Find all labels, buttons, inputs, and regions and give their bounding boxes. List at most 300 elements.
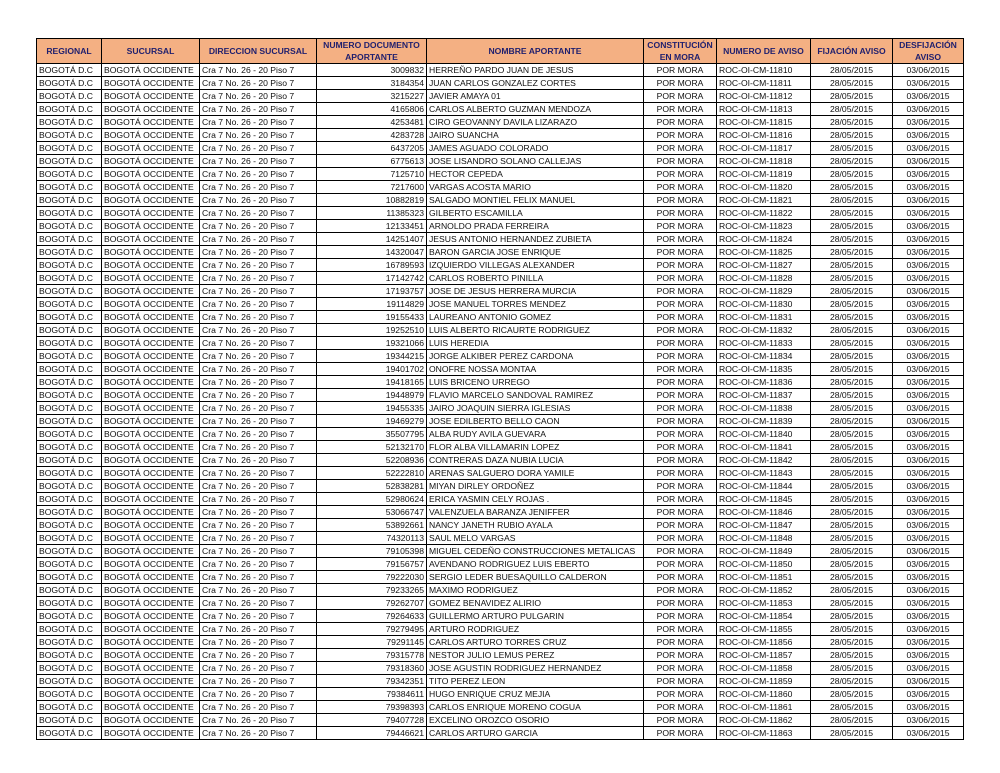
column-header-direccion-sucursal: DIRECCION SUCURSAL <box>200 39 317 64</box>
cell-desfijacion-aviso: 03/06/2015 <box>893 389 964 402</box>
cell-numero-documento: 79315778 <box>317 649 427 662</box>
cell-numero-documento: 14251407 <box>317 233 427 246</box>
cell-numero-documento: 52132170 <box>317 441 427 454</box>
cell-numero-documento: 19401702 <box>317 363 427 376</box>
cell-regional: BOGOTÁ D.C <box>37 545 102 558</box>
cell-numero-documento: 79222030 <box>317 571 427 584</box>
cell-fijacion-aviso: 28/05/2015 <box>811 259 893 272</box>
column-header-fijacion-aviso: FIJACIÓN AVISO <box>811 39 893 64</box>
cell-sucursal: BOGOTÁ OCCIDENTE <box>102 584 200 597</box>
cell-constitucion-mora: POR MORA <box>644 324 717 337</box>
cell-regional: BOGOTÁ D.C <box>37 207 102 220</box>
cell-direccion-sucursal: Cra 7 No. 26 - 20 Piso 7 <box>200 233 317 246</box>
table-row <box>37 454 964 467</box>
cell-regional: BOGOTÁ D.C <box>37 324 102 337</box>
cell-fijacion-aviso: 28/05/2015 <box>811 571 893 584</box>
cell-regional: BOGOTÁ D.C <box>37 311 102 324</box>
cell-numero-documento: 52208936 <box>317 454 427 467</box>
cell-desfijacion-aviso: 03/06/2015 <box>893 701 964 714</box>
cell-fijacion-aviso: 28/05/2015 <box>811 350 893 363</box>
table-row <box>37 649 964 662</box>
cell-desfijacion-aviso: 03/06/2015 <box>893 363 964 376</box>
cell-numero-documento: 19455335 <box>317 402 427 415</box>
cell-direccion-sucursal: Cra 7 No. 26 - 20 Piso 7 <box>200 480 317 493</box>
cell-direccion-sucursal: Cra 7 No. 26 - 20 Piso 7 <box>200 298 317 311</box>
cell-regional: BOGOTÁ D.C <box>37 675 102 688</box>
column-header-numero-documento: NUMERO DOCUMENTO APORTANTE <box>317 39 427 64</box>
cell-numero-documento: 4253481 <box>317 116 427 129</box>
cell-regional: BOGOTÁ D.C <box>37 259 102 272</box>
cell-direccion-sucursal: Cra 7 No. 26 - 20 Piso 7 <box>200 168 317 181</box>
cell-direccion-sucursal: Cra 7 No. 26 - 20 Piso 7 <box>200 597 317 610</box>
cell-numero-aviso: ROC-OI-CM-11849 <box>717 545 811 558</box>
cell-nombre-aportante: IZQUIERDO VILLEGAS ALEXANDER <box>427 259 644 272</box>
cell-constitucion-mora: POR MORA <box>644 168 717 181</box>
cell-numero-aviso: ROC-OI-CM-11850 <box>717 558 811 571</box>
cell-desfijacion-aviso: 03/06/2015 <box>893 64 964 77</box>
cell-sucursal: BOGOTÁ OCCIDENTE <box>102 142 200 155</box>
cell-regional: BOGOTÁ D.C <box>37 90 102 103</box>
table-row <box>37 285 964 298</box>
table-row <box>37 155 964 168</box>
cell-desfijacion-aviso: 03/06/2015 <box>893 246 964 259</box>
cell-numero-aviso: ROC-OI-CM-11838 <box>717 402 811 415</box>
cell-sucursal: BOGOTÁ OCCIDENTE <box>102 298 200 311</box>
cell-regional: BOGOTÁ D.C <box>37 415 102 428</box>
cell-regional: BOGOTÁ D.C <box>37 649 102 662</box>
cell-direccion-sucursal: Cra 7 No. 26 - 20 Piso 7 <box>200 584 317 597</box>
cell-direccion-sucursal: Cra 7 No. 26 - 20 Piso 7 <box>200 207 317 220</box>
cell-desfijacion-aviso: 03/06/2015 <box>893 233 964 246</box>
cell-nombre-aportante: LUIS BRICENO URREGO <box>427 376 644 389</box>
cell-nombre-aportante: BARON GARCIA JOSE ENRIQUE <box>427 246 644 259</box>
cell-numero-aviso: ROC-OI-CM-11857 <box>717 649 811 662</box>
cell-constitucion-mora: POR MORA <box>644 363 717 376</box>
cell-nombre-aportante: FLOR ALBA VILLAMARIN LOPEZ <box>427 441 644 454</box>
cell-regional: BOGOTÁ D.C <box>37 623 102 636</box>
cell-direccion-sucursal: Cra 7 No. 26 - 20 Piso 7 <box>200 376 317 389</box>
cell-regional: BOGOTÁ D.C <box>37 441 102 454</box>
table-row <box>37 363 964 376</box>
cell-nombre-aportante: CARLOS ALBERTO GUZMAN MENDOZA <box>427 103 644 116</box>
table-row <box>37 493 964 506</box>
cell-numero-aviso: ROC-OI-CM-11845 <box>717 493 811 506</box>
cell-direccion-sucursal: Cra 7 No. 26 - 20 Piso 7 <box>200 402 317 415</box>
table-row <box>37 675 964 688</box>
cell-numero-documento: 52222810 <box>317 467 427 480</box>
cell-sucursal: BOGOTÁ OCCIDENTE <box>102 116 200 129</box>
cell-desfijacion-aviso: 03/06/2015 <box>893 90 964 103</box>
cell-fijacion-aviso: 28/05/2015 <box>811 662 893 675</box>
table-row <box>37 220 964 233</box>
cell-fijacion-aviso: 28/05/2015 <box>811 285 893 298</box>
cell-numero-aviso: ROC-OI-CM-11824 <box>717 233 811 246</box>
cell-nombre-aportante: JORGE ALKIBER PEREZ CARDONA <box>427 350 644 363</box>
column-header-regional: REGIONAL <box>37 39 102 64</box>
cell-sucursal: BOGOTÁ OCCIDENTE <box>102 688 200 701</box>
cell-regional: BOGOTÁ D.C <box>37 116 102 129</box>
cell-desfijacion-aviso: 03/06/2015 <box>893 714 964 727</box>
cell-direccion-sucursal: Cra 7 No. 26 - 20 Piso 7 <box>200 454 317 467</box>
cell-direccion-sucursal: Cra 7 No. 26 - 20 Piso 7 <box>200 363 317 376</box>
cell-regional: BOGOTÁ D.C <box>37 337 102 350</box>
cell-desfijacion-aviso: 03/06/2015 <box>893 610 964 623</box>
cell-nombre-aportante: GUILLERMO ARTURO PULGARIN <box>427 610 644 623</box>
cell-numero-aviso: ROC-OI-CM-11847 <box>717 519 811 532</box>
cell-fijacion-aviso: 28/05/2015 <box>811 129 893 142</box>
cell-numero-documento: 79264633 <box>317 610 427 623</box>
cell-fijacion-aviso: 28/05/2015 <box>811 90 893 103</box>
cell-numero-documento: 3184354 <box>317 77 427 90</box>
cell-numero-aviso: ROC-OI-CM-11828 <box>717 272 811 285</box>
cell-numero-aviso: ROC-OI-CM-11841 <box>717 441 811 454</box>
cell-regional: BOGOTÁ D.C <box>37 298 102 311</box>
cell-sucursal: BOGOTÁ OCCIDENTE <box>102 532 200 545</box>
cell-direccion-sucursal: Cra 7 No. 26 - 20 Piso 7 <box>200 519 317 532</box>
cell-constitucion-mora: POR MORA <box>644 597 717 610</box>
cell-desfijacion-aviso: 03/06/2015 <box>893 259 964 272</box>
cell-sucursal: BOGOTÁ OCCIDENTE <box>102 649 200 662</box>
cell-direccion-sucursal: Cra 7 No. 26 - 20 Piso 7 <box>200 246 317 259</box>
table-row <box>37 701 964 714</box>
cell-regional: BOGOTÁ D.C <box>37 181 102 194</box>
cell-regional: BOGOTÁ D.C <box>37 64 102 77</box>
cell-desfijacion-aviso: 03/06/2015 <box>893 441 964 454</box>
cell-direccion-sucursal: Cra 7 No. 26 - 20 Piso 7 <box>200 714 317 727</box>
cell-numero-documento: 79156757 <box>317 558 427 571</box>
cell-sucursal: BOGOTÁ OCCIDENTE <box>102 506 200 519</box>
cell-fijacion-aviso: 28/05/2015 <box>811 688 893 701</box>
cell-fijacion-aviso: 28/05/2015 <box>811 506 893 519</box>
cell-fijacion-aviso: 28/05/2015 <box>811 454 893 467</box>
cell-sucursal: BOGOTÁ OCCIDENTE <box>102 493 200 506</box>
cell-numero-documento: 79262707 <box>317 597 427 610</box>
cell-fijacion-aviso: 28/05/2015 <box>811 272 893 285</box>
cell-numero-documento: 53066747 <box>317 506 427 519</box>
cell-fijacion-aviso: 28/05/2015 <box>811 389 893 402</box>
table-row <box>37 246 964 259</box>
cell-numero-aviso: ROC-OI-CM-11856 <box>717 636 811 649</box>
cell-numero-documento: 79291145 <box>317 636 427 649</box>
cell-numero-documento: 19321066 <box>317 337 427 350</box>
cell-fijacion-aviso: 28/05/2015 <box>811 727 893 740</box>
cell-regional: BOGOTÁ D.C <box>37 402 102 415</box>
table-row <box>37 181 964 194</box>
cell-desfijacion-aviso: 03/06/2015 <box>893 415 964 428</box>
cell-constitucion-mora: POR MORA <box>644 428 717 441</box>
table-row <box>37 337 964 350</box>
cell-constitucion-mora: POR MORA <box>644 155 717 168</box>
cell-constitucion-mora: POR MORA <box>644 545 717 558</box>
cell-desfijacion-aviso: 03/06/2015 <box>893 519 964 532</box>
cell-constitucion-mora: POR MORA <box>644 727 717 740</box>
table-row <box>37 77 964 90</box>
cell-direccion-sucursal: Cra 7 No. 26 - 20 Piso 7 <box>200 467 317 480</box>
cell-sucursal: BOGOTÁ OCCIDENTE <box>102 662 200 675</box>
cell-desfijacion-aviso: 03/06/2015 <box>893 129 964 142</box>
cell-regional: BOGOTÁ D.C <box>37 389 102 402</box>
cell-regional: BOGOTÁ D.C <box>37 597 102 610</box>
cell-sucursal: BOGOTÁ OCCIDENTE <box>102 64 200 77</box>
cell-constitucion-mora: POR MORA <box>644 493 717 506</box>
cell-direccion-sucursal: Cra 7 No. 26 - 20 Piso 7 <box>200 272 317 285</box>
cell-fijacion-aviso: 28/05/2015 <box>811 415 893 428</box>
table-row <box>37 207 964 220</box>
cell-fijacion-aviso: 28/05/2015 <box>811 142 893 155</box>
cell-nombre-aportante: JAIRO SUANCHA <box>427 129 644 142</box>
cell-direccion-sucursal: Cra 7 No. 26 - 20 Piso 7 <box>200 181 317 194</box>
cell-numero-documento: 14320047 <box>317 246 427 259</box>
cell-direccion-sucursal: Cra 7 No. 26 - 20 Piso 7 <box>200 129 317 142</box>
cell-direccion-sucursal: Cra 7 No. 26 - 20 Piso 7 <box>200 220 317 233</box>
cell-sucursal: BOGOTÁ OCCIDENTE <box>102 597 200 610</box>
cell-sucursal: BOGOTÁ OCCIDENTE <box>102 285 200 298</box>
cell-regional: BOGOTÁ D.C <box>37 142 102 155</box>
cell-numero-aviso: ROC-OI-CM-11820 <box>717 181 811 194</box>
cell-nombre-aportante: JOSE EDILBERTO BELLO CAON <box>427 415 644 428</box>
cell-numero-documento: 16789593 <box>317 259 427 272</box>
cell-numero-aviso: ROC-OI-CM-11812 <box>717 90 811 103</box>
cell-sucursal: BOGOTÁ OCCIDENTE <box>102 246 200 259</box>
cell-regional: BOGOTÁ D.C <box>37 688 102 701</box>
cell-numero-documento: 79318360 <box>317 662 427 675</box>
table-row <box>37 103 964 116</box>
cell-numero-documento: 12133451 <box>317 220 427 233</box>
table-row <box>37 233 964 246</box>
cell-regional: BOGOTÁ D.C <box>37 701 102 714</box>
cell-desfijacion-aviso: 03/06/2015 <box>893 324 964 337</box>
cell-nombre-aportante: AVENDANO RODRIGUEZ LUIS EBERTO <box>427 558 644 571</box>
cell-sucursal: BOGOTÁ OCCIDENTE <box>102 675 200 688</box>
cell-numero-documento: 7217600 <box>317 181 427 194</box>
cell-numero-documento: 79233265 <box>317 584 427 597</box>
cell-numero-documento: 17193757 <box>317 285 427 298</box>
table-row <box>37 168 964 181</box>
table-row <box>37 571 964 584</box>
cell-sucursal: BOGOTÁ OCCIDENTE <box>102 129 200 142</box>
cell-constitucion-mora: POR MORA <box>644 129 717 142</box>
cell-fijacion-aviso: 28/05/2015 <box>811 298 893 311</box>
cell-fijacion-aviso: 28/05/2015 <box>811 207 893 220</box>
cell-sucursal: BOGOTÁ OCCIDENTE <box>102 311 200 324</box>
cell-numero-documento: 79398393 <box>317 701 427 714</box>
cell-regional: BOGOTÁ D.C <box>37 363 102 376</box>
table-row <box>37 389 964 402</box>
cell-sucursal: BOGOTÁ OCCIDENTE <box>102 220 200 233</box>
cell-nombre-aportante: LUIS ALBERTO RICAURTE RODRIGUEZ <box>427 324 644 337</box>
cell-sucursal: BOGOTÁ OCCIDENTE <box>102 363 200 376</box>
table-row <box>37 662 964 675</box>
cell-direccion-sucursal: Cra 7 No. 26 - 20 Piso 7 <box>200 90 317 103</box>
cell-desfijacion-aviso: 03/06/2015 <box>893 285 964 298</box>
cell-sucursal: BOGOTÁ OCCIDENTE <box>102 727 200 740</box>
cell-fijacion-aviso: 28/05/2015 <box>811 168 893 181</box>
cell-direccion-sucursal: Cra 7 No. 26 - 20 Piso 7 <box>200 493 317 506</box>
cell-nombre-aportante: ARENAS SALGUERO DORA YAMILE <box>427 467 644 480</box>
cell-regional: BOGOTÁ D.C <box>37 233 102 246</box>
table-row <box>37 415 964 428</box>
cell-desfijacion-aviso: 03/06/2015 <box>893 571 964 584</box>
cell-nombre-aportante: JAVIER AMAYA 01 <box>427 90 644 103</box>
cell-direccion-sucursal: Cra 7 No. 26 - 20 Piso 7 <box>200 116 317 129</box>
cell-regional: BOGOTÁ D.C <box>37 467 102 480</box>
cell-desfijacion-aviso: 03/06/2015 <box>893 142 964 155</box>
cell-desfijacion-aviso: 03/06/2015 <box>893 272 964 285</box>
cell-fijacion-aviso: 28/05/2015 <box>811 558 893 571</box>
cell-regional: BOGOTÁ D.C <box>37 519 102 532</box>
cell-numero-documento: 35507795 <box>317 428 427 441</box>
table-row <box>37 597 964 610</box>
cell-numero-documento: 19448979 <box>317 389 427 402</box>
cell-numero-aviso: ROC-OI-CM-11835 <box>717 363 811 376</box>
cell-nombre-aportante: MAXIMO RODRIGUEZ <box>427 584 644 597</box>
table-row <box>37 532 964 545</box>
cell-numero-aviso: ROC-OI-CM-11811 <box>717 77 811 90</box>
cell-regional: BOGOTÁ D.C <box>37 103 102 116</box>
cell-numero-aviso: ROC-OI-CM-11821 <box>717 194 811 207</box>
cell-regional: BOGOTÁ D.C <box>37 376 102 389</box>
table-row <box>37 259 964 272</box>
cell-constitucion-mora: POR MORA <box>644 220 717 233</box>
cell-desfijacion-aviso: 03/06/2015 <box>893 649 964 662</box>
cell-direccion-sucursal: Cra 7 No. 26 - 20 Piso 7 <box>200 259 317 272</box>
cell-nombre-aportante: HECTOR CEPEDA <box>427 168 644 181</box>
cell-constitucion-mora: POR MORA <box>644 233 717 246</box>
table-row <box>37 441 964 454</box>
cell-numero-aviso: ROC-OI-CM-11844 <box>717 480 811 493</box>
cell-desfijacion-aviso: 03/06/2015 <box>893 155 964 168</box>
cell-fijacion-aviso: 28/05/2015 <box>811 181 893 194</box>
cell-constitucion-mora: POR MORA <box>644 376 717 389</box>
cell-fijacion-aviso: 28/05/2015 <box>811 233 893 246</box>
cell-numero-documento: 79342351 <box>317 675 427 688</box>
cell-fijacion-aviso: 28/05/2015 <box>811 311 893 324</box>
cell-nombre-aportante: JUAN CARLOS GONZALEZ CORTES <box>427 77 644 90</box>
cell-direccion-sucursal: Cra 7 No. 26 - 20 Piso 7 <box>200 545 317 558</box>
cell-constitucion-mora: POR MORA <box>644 285 717 298</box>
cell-numero-aviso: ROC-OI-CM-11823 <box>717 220 811 233</box>
cell-numero-aviso: ROC-OI-CM-11834 <box>717 350 811 363</box>
cell-constitucion-mora: POR MORA <box>644 207 717 220</box>
cell-constitucion-mora: POR MORA <box>644 714 717 727</box>
cell-direccion-sucursal: Cra 7 No. 26 - 20 Piso 7 <box>200 610 317 623</box>
cell-numero-documento: 3009832 <box>317 64 427 77</box>
cell-constitucion-mora: POR MORA <box>644 558 717 571</box>
cell-sucursal: BOGOTÁ OCCIDENTE <box>102 545 200 558</box>
cell-desfijacion-aviso: 03/06/2015 <box>893 584 964 597</box>
cell-regional: BOGOTÁ D.C <box>37 636 102 649</box>
cell-sucursal: BOGOTÁ OCCIDENTE <box>102 402 200 415</box>
cell-fijacion-aviso: 28/05/2015 <box>811 532 893 545</box>
cell-numero-aviso: ROC-OI-CM-11819 <box>717 168 811 181</box>
cell-constitucion-mora: POR MORA <box>644 90 717 103</box>
cell-fijacion-aviso: 28/05/2015 <box>811 103 893 116</box>
cell-sucursal: BOGOTÁ OCCIDENTE <box>102 168 200 181</box>
cell-numero-documento: 52838281 <box>317 480 427 493</box>
cell-fijacion-aviso: 28/05/2015 <box>811 610 893 623</box>
table-row <box>37 714 964 727</box>
cell-constitucion-mora: POR MORA <box>644 181 717 194</box>
table-row <box>37 610 964 623</box>
table-row <box>37 688 964 701</box>
cell-constitucion-mora: POR MORA <box>644 194 717 207</box>
cell-nombre-aportante: JOSE AGUSTIN RODRIGUEZ HERNANDEZ <box>427 662 644 675</box>
cell-regional: BOGOTÁ D.C <box>37 194 102 207</box>
cell-nombre-aportante: VALENZUELA BARANZA JENIFFER <box>427 506 644 519</box>
cell-numero-documento: 3215227 <box>317 90 427 103</box>
cell-direccion-sucursal: Cra 7 No. 26 - 20 Piso 7 <box>200 415 317 428</box>
cell-direccion-sucursal: Cra 7 No. 26 - 20 Piso 7 <box>200 350 317 363</box>
cell-numero-aviso: ROC-OI-CM-11851 <box>717 571 811 584</box>
cell-numero-aviso: ROC-OI-CM-11859 <box>717 675 811 688</box>
cell-numero-documento: 79407728 <box>317 714 427 727</box>
cell-nombre-aportante: HUGO ENRIQUE CRUZ MEJIA <box>427 688 644 701</box>
cell-direccion-sucursal: Cra 7 No. 26 - 20 Piso 7 <box>200 558 317 571</box>
cell-fijacion-aviso: 28/05/2015 <box>811 428 893 441</box>
cell-direccion-sucursal: Cra 7 No. 26 - 20 Piso 7 <box>200 285 317 298</box>
cell-nombre-aportante: CARLOS ARTURO TORRES CRUZ <box>427 636 644 649</box>
cell-constitucion-mora: POR MORA <box>644 142 717 155</box>
cell-direccion-sucursal: Cra 7 No. 26 - 20 Piso 7 <box>200 441 317 454</box>
cell-nombre-aportante: NANCY JANETH RUBIO AYALA <box>427 519 644 532</box>
cell-direccion-sucursal: Cra 7 No. 26 - 20 Piso 7 <box>200 142 317 155</box>
cell-regional: BOGOTÁ D.C <box>37 480 102 493</box>
cell-numero-documento: 19418165 <box>317 376 427 389</box>
table-row <box>37 558 964 571</box>
cell-constitucion-mora: POR MORA <box>644 64 717 77</box>
cell-nombre-aportante: SALGADO MONTIEL FELIX MANUEL <box>427 194 644 207</box>
cell-fijacion-aviso: 28/05/2015 <box>811 519 893 532</box>
cell-regional: BOGOTÁ D.C <box>37 571 102 584</box>
cell-sucursal: BOGOTÁ OCCIDENTE <box>102 155 200 168</box>
cell-numero-documento: 74320113 <box>317 532 427 545</box>
cell-numero-aviso: ROC-OI-CM-11861 <box>717 701 811 714</box>
cell-nombre-aportante: JOSE LISANDRO SOLANO CALLEJAS <box>427 155 644 168</box>
table-row <box>37 116 964 129</box>
cell-constitucion-mora: POR MORA <box>644 441 717 454</box>
cell-desfijacion-aviso: 03/06/2015 <box>893 662 964 675</box>
cell-desfijacion-aviso: 03/06/2015 <box>893 194 964 207</box>
cell-regional: BOGOTÁ D.C <box>37 506 102 519</box>
cell-desfijacion-aviso: 03/06/2015 <box>893 207 964 220</box>
cell-nombre-aportante: ARNOLDO PRADA FERREIRA <box>427 220 644 233</box>
cell-desfijacion-aviso: 03/06/2015 <box>893 675 964 688</box>
cell-numero-aviso: ROC-OI-CM-11848 <box>717 532 811 545</box>
cell-constitucion-mora: POR MORA <box>644 649 717 662</box>
cell-constitucion-mora: POR MORA <box>644 259 717 272</box>
table-row <box>37 324 964 337</box>
cell-constitucion-mora: POR MORA <box>644 389 717 402</box>
cell-sucursal: BOGOTÁ OCCIDENTE <box>102 714 200 727</box>
cell-numero-aviso: ROC-OI-CM-11822 <box>717 207 811 220</box>
cell-constitucion-mora: POR MORA <box>644 532 717 545</box>
cell-numero-aviso: ROC-OI-CM-11830 <box>717 298 811 311</box>
cell-regional: BOGOTÁ D.C <box>37 272 102 285</box>
cell-nombre-aportante: HERREÑO PARDO JUAN DE JESUS <box>427 64 644 77</box>
cell-desfijacion-aviso: 03/06/2015 <box>893 545 964 558</box>
cell-sucursal: BOGOTÁ OCCIDENTE <box>102 428 200 441</box>
cell-sucursal: BOGOTÁ OCCIDENTE <box>102 571 200 584</box>
cell-nombre-aportante: CIRO GEOVANNY DAVILA LIZARAZO <box>427 116 644 129</box>
cell-desfijacion-aviso: 03/06/2015 <box>893 558 964 571</box>
cell-desfijacion-aviso: 03/06/2015 <box>893 220 964 233</box>
cell-desfijacion-aviso: 03/06/2015 <box>893 623 964 636</box>
cell-nombre-aportante: JOSE DE JESUS HERRERA MURCIA <box>427 285 644 298</box>
table-row <box>37 376 964 389</box>
cell-fijacion-aviso: 28/05/2015 <box>811 597 893 610</box>
cell-desfijacion-aviso: 03/06/2015 <box>893 428 964 441</box>
cell-nombre-aportante: JOSE MANUEL TORRES MENDEZ <box>427 298 644 311</box>
